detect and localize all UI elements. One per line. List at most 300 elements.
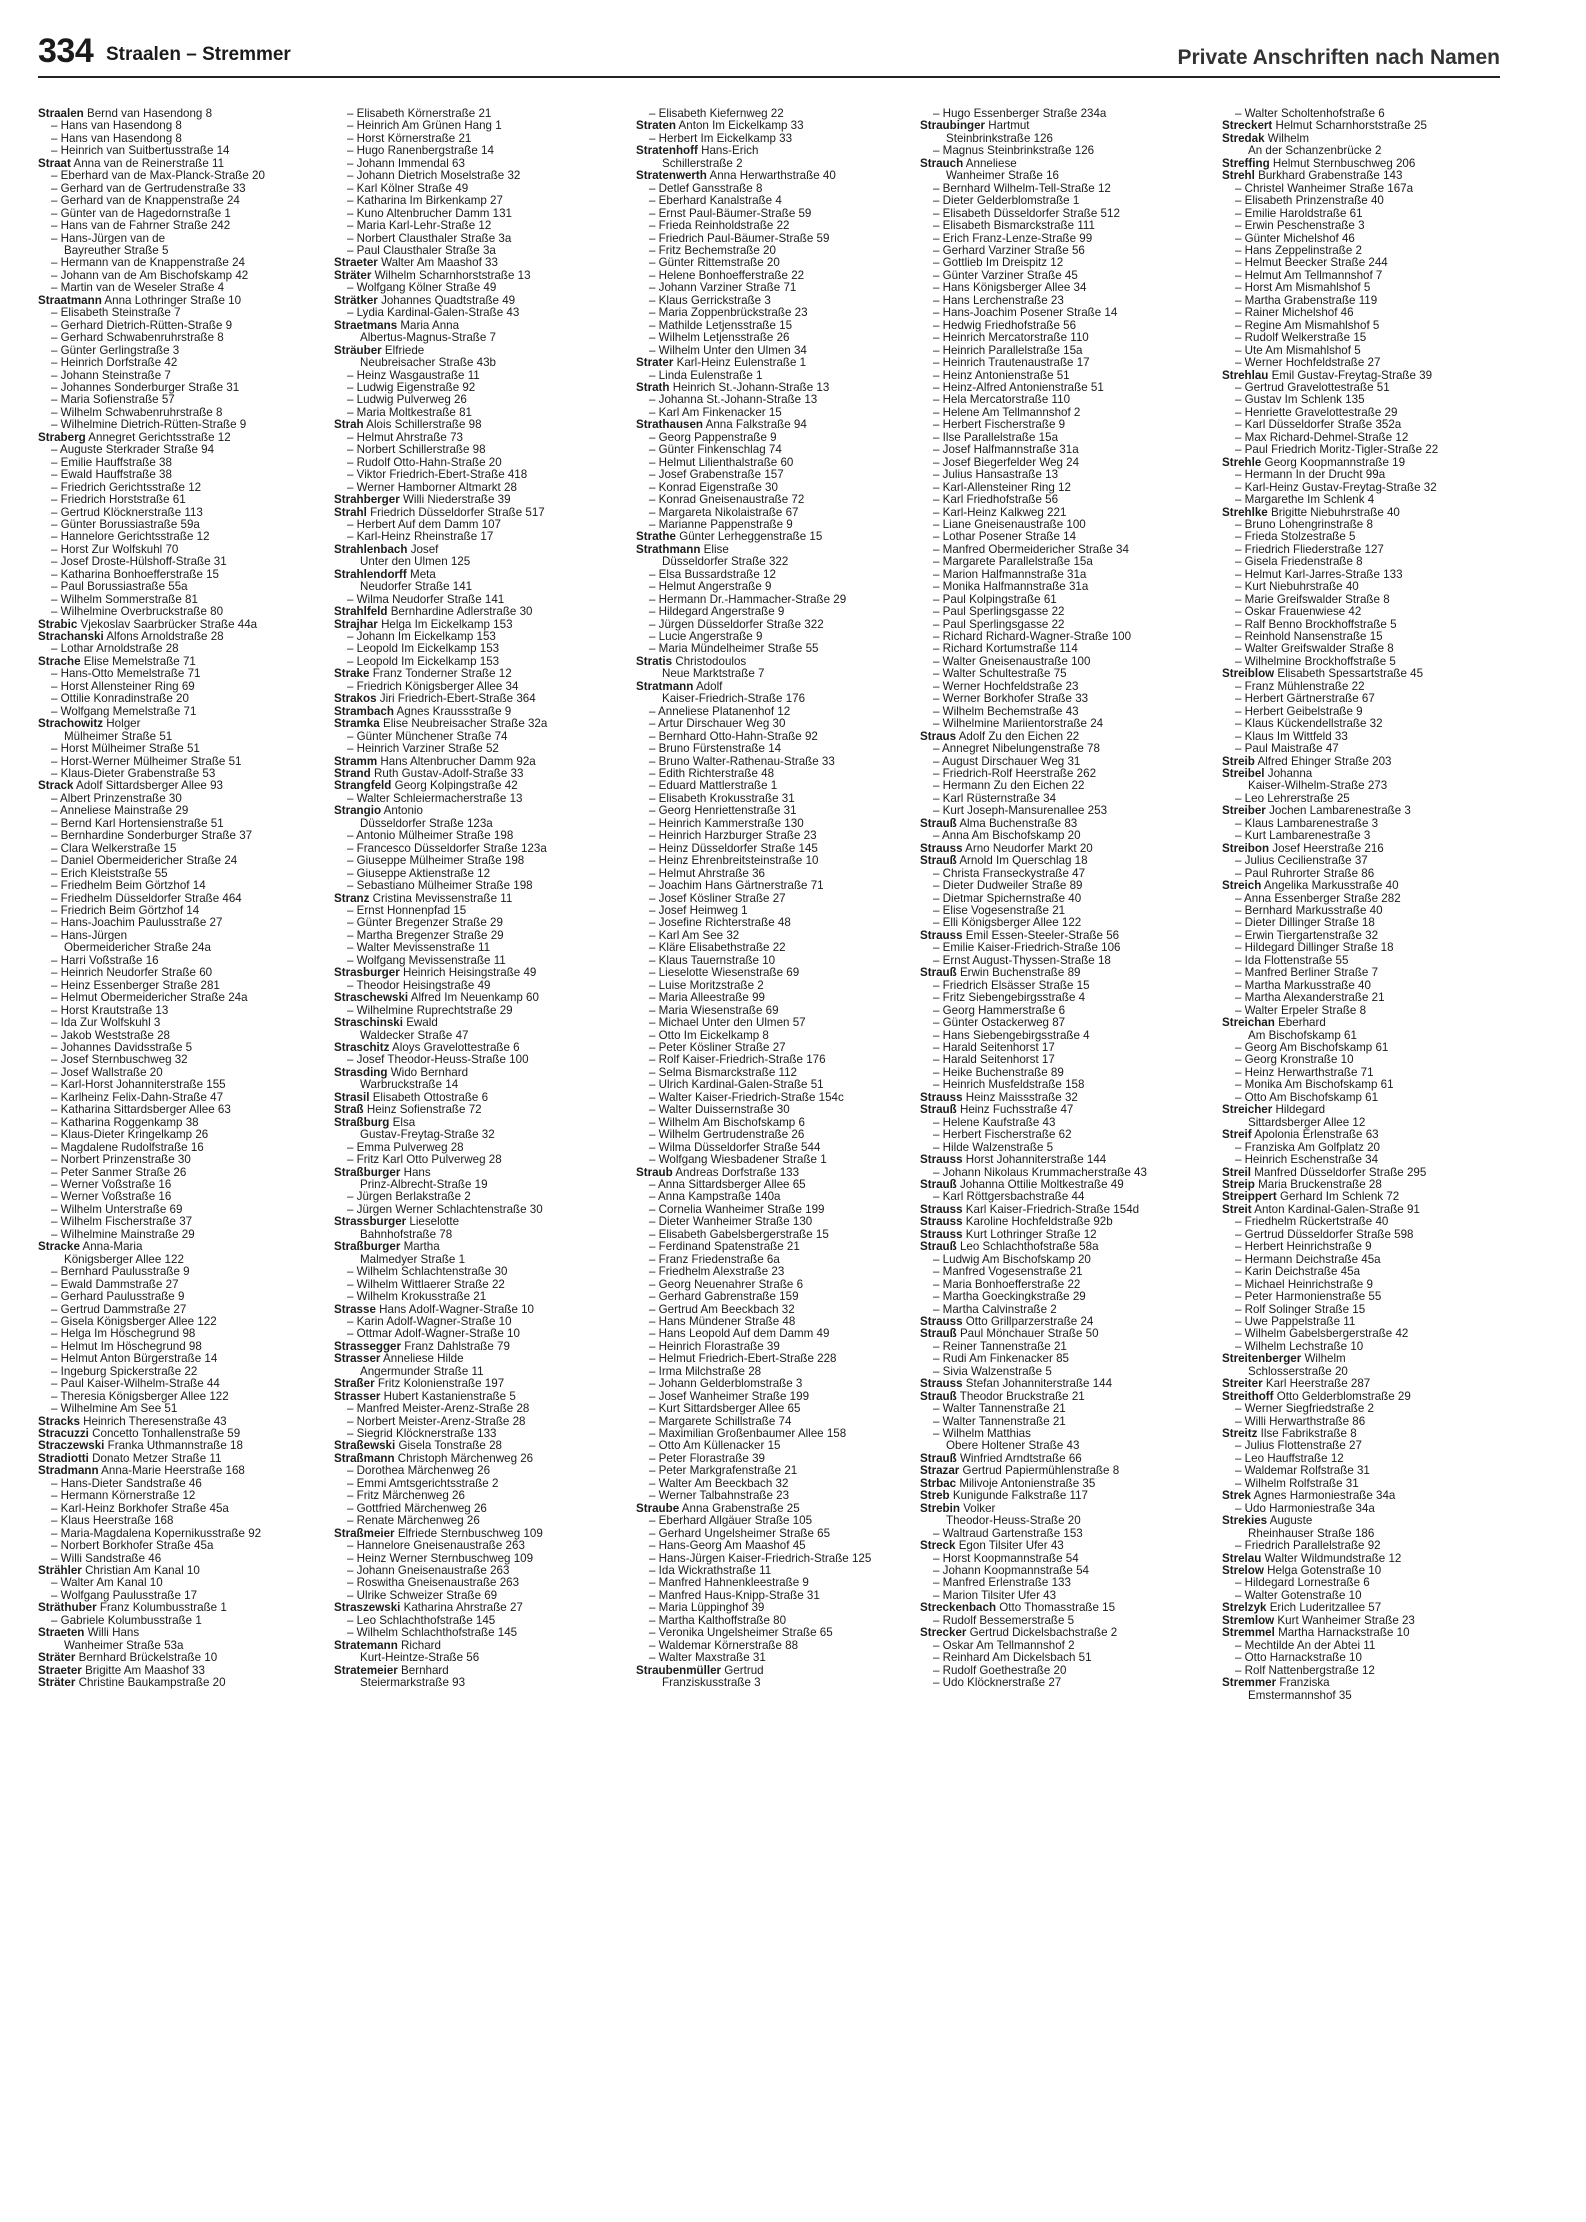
- entry-details: – Heinrich Dorfstraße 42: [51, 356, 178, 370]
- entry-details: Arno Neudorfer Markt 20: [965, 841, 1093, 855]
- entry-details: – Martha Goeckingkstraße 29: [933, 1290, 1086, 1304]
- entry-details: Gertrud Papiermühlenstraße 8: [962, 1464, 1120, 1478]
- entry-details: – Helmut Anton Bürgerstraße 14: [51, 1352, 218, 1366]
- entry-details: Christine Baukampstraße 20: [78, 1676, 226, 1690]
- entry-details: – Walter Gotenstraße 10: [1235, 1588, 1362, 1602]
- entry-details: Adolf Sittardsberger Allee 93: [76, 779, 223, 793]
- entry-surname: Strbac: [920, 1476, 957, 1490]
- entry-details: – Anna Essenberger Straße 282: [1235, 891, 1401, 905]
- entry-details: – Albert Prinzenstraße 30: [51, 791, 182, 805]
- entry-details: – Joachim Hans Gärtnerstraße 71: [649, 879, 824, 893]
- entry-details: – Elisabeth Düsseldorfer Straße 512: [933, 206, 1120, 220]
- entry-details: – Wilhelmine Mariientorstraße 24: [933, 717, 1104, 731]
- entry-surname: Streffing: [1222, 156, 1270, 170]
- entry-details: – Heinz Antonienstraße 51: [933, 368, 1070, 382]
- entry-details: – Helene Bonhoefferstraße 22: [649, 268, 805, 282]
- entry-details: – Ottilie Konradinstraße 20: [51, 692, 189, 706]
- entry-details: – Franz Friedenstraße 6a: [649, 1252, 780, 1266]
- entry-details: Anna Lothringer Straße 10: [104, 293, 242, 307]
- entry-details: – Günter Borussiastraße 59a: [51, 517, 200, 531]
- entry-details: – Werner Hochfeldstraße 23: [933, 679, 1079, 693]
- entry-surname: Stratemann: [334, 1638, 398, 1652]
- entry-details: – Daniel Obermeidericher Straße 24: [51, 854, 238, 868]
- entry-surname: Strasse: [334, 1302, 376, 1316]
- entry-details: – Peter Florastraße 39: [649, 1451, 765, 1465]
- entry-details: – Wilhelm Schwabenruhrstraße 8: [51, 405, 223, 419]
- entry-details: Franz Dahlstraße 79: [404, 1339, 510, 1353]
- entry-details: – Karl-Heinz Kalkweg 221: [933, 505, 1067, 519]
- entry-details: – Walter Scholtenhofstraße 6: [1235, 107, 1385, 120]
- entry-details: Franziskusstraße 3: [662, 1676, 761, 1690]
- entry-details: Waldecker Straße 47: [360, 1028, 469, 1042]
- entry-details: – Karlheinz Felix-Dahn-Straße 47: [51, 1090, 224, 1104]
- entry-details: – Erich Franz-Lenze-Straße 99: [933, 231, 1093, 245]
- entry-details: – Rainer Michelshof 46: [1235, 306, 1354, 320]
- entry-details: Otto Thomasstraße 15: [999, 1601, 1116, 1615]
- entry-details: Alfred Im Neuenkamp 60: [410, 991, 539, 1005]
- entry-surname: Strelzyk: [1222, 1601, 1267, 1615]
- entry-details: – Ulrike Schweizer Straße 69: [347, 1588, 498, 1602]
- entry-details: – Rolf Nattenbergstraße 12: [1235, 1663, 1375, 1677]
- entry-details: Martha: [403, 1240, 440, 1254]
- entry-details: Manfred Düsseldorfer Straße 295: [1254, 1165, 1427, 1179]
- entry-surname: Straßburger: [334, 1240, 401, 1254]
- entry-details: Kaiser-Wilhelm-Straße 273: [1248, 779, 1388, 793]
- entry-details: Gertrud: [724, 1663, 764, 1677]
- entry-surname: Streil: [1222, 1165, 1251, 1179]
- entry-details: – Martha Calvinstraße 2: [933, 1302, 1057, 1316]
- entry-details: – Wilhelm Bechemstraße 43: [933, 704, 1079, 718]
- entry-details: – Giuseppe Aktienstraße 12: [347, 866, 491, 880]
- entry-details: – Udo Klöcknerstraße 27: [933, 1676, 1062, 1690]
- entry-details: – Wilhelm Krokusstraße 21: [347, 1290, 487, 1304]
- entry-details: – Elsa Bussardstraße 12: [649, 567, 776, 581]
- entry-details: – Günter Finkenschlag 74: [649, 443, 782, 457]
- entry-surname: Strauß: [920, 816, 957, 830]
- entry-details: – Klaus Heerstraße 168: [51, 1514, 174, 1528]
- entry-surname: Straub: [636, 1165, 673, 1179]
- entry-details: – Norbert Borkhofer Straße 45a: [51, 1539, 214, 1553]
- entry-details: – Walter Mevissenstraße 11: [347, 941, 491, 955]
- entry-details: Emstermannshof 35: [1248, 1688, 1352, 1702]
- entry-surname: Straszewski: [334, 1601, 401, 1615]
- entry-details: – Helmut Obermeidericher Straße 24a: [51, 991, 248, 1005]
- entry-details: Burkhard Grabenstraße 143: [1258, 169, 1403, 183]
- entry-details: Meta: [410, 567, 436, 581]
- entry-details: – Marie Greifswalder Straße 8: [1235, 592, 1390, 606]
- entry-details: Ewald: [406, 1016, 438, 1030]
- entry-details: – Margarete Parallelstraße 15a: [933, 555, 1093, 569]
- entry-details: – Hans-Jürgen: [51, 928, 128, 942]
- entry-details: Stefan Johanniterstraße 144: [965, 1377, 1113, 1391]
- entry-details: – Georg Kronstraße 10: [1235, 1053, 1354, 1067]
- entry-details: – Otto Im Eickelkamp 8: [649, 1028, 769, 1042]
- entry-details: – Hans-Joachim Paulusstraße 27: [51, 916, 223, 930]
- entry-details: – Horst Am Mismahlshof 5: [1235, 281, 1371, 295]
- entry-details: – Karl-Heinz Gustav-Freytag-Straße 32: [1235, 480, 1437, 494]
- entry-details: – Karl Am Finkenacker 15: [649, 405, 782, 419]
- entry-details: – Maria Sofienstraße 57: [51, 393, 175, 407]
- entry-details: – Hans van de Fahrner Straße 242: [51, 219, 231, 233]
- entry-details: – Bruno Fürstenstraße 14: [649, 742, 782, 756]
- entry-details: – Hans Leopold Auf dem Damm 49: [649, 1327, 830, 1341]
- entry-details: – Wilhelm Fischerstraße 37: [51, 1215, 193, 1229]
- entry-details: – Kurt Sittardsberger Allee 65: [649, 1402, 801, 1416]
- entry-details: – Jürgen Düsseldorfer Straße 322: [649, 617, 824, 631]
- entry-surname: Strähler: [38, 1564, 82, 1578]
- entry-details: – Elisabeth Körnerstraße 21: [347, 107, 492, 120]
- entry-details: – Martha Alexanderstraße 21: [1235, 991, 1385, 1005]
- entry-details: – Martha Kalthoffstraße 80: [649, 1613, 787, 1627]
- entry-surname: Strath: [636, 380, 670, 394]
- entry-surname: Straten: [636, 119, 676, 133]
- entry-details: – Waltraud Gartenstraße 153: [933, 1526, 1083, 1540]
- entry-surname: Stredak: [1222, 131, 1265, 145]
- entry-details: – Manfred Haus-Knipp-Straße 31: [649, 1588, 820, 1602]
- entry-details: – Francesco Düsseldorfer Straße 123a: [347, 841, 547, 855]
- entry-details: – Wilhelmine Am See 51: [51, 1402, 178, 1416]
- entry-details: Wilhelm Scharnhorststraße 13: [374, 268, 531, 282]
- entry-surname: Strauß: [920, 1177, 957, 1191]
- entry-details: – Peter Markgrafenstraße 21: [649, 1464, 798, 1478]
- entry-details: Kurt Lothringer Straße 12: [965, 1227, 1097, 1241]
- entry-details: – Walter Kaiser-Friedrich-Straße 154c: [649, 1090, 844, 1104]
- entry-details: Maria Anna: [400, 318, 460, 332]
- entry-details: Helmut Scharnhorststraße 25: [1275, 119, 1427, 133]
- entry-surname: Strauß: [920, 854, 957, 868]
- entry-details: – Wilma Neudorfer Straße 141: [347, 592, 505, 606]
- entry-surname: Strasding: [334, 1065, 388, 1079]
- entry-surname: Sträter: [334, 268, 372, 282]
- entry-details: – Martha Bregenzer Straße 29: [347, 928, 504, 942]
- entry-details: Obermeidericher Straße 24a: [64, 941, 211, 955]
- entry-details: Theodor-Heuss-Straße 20: [946, 1514, 1081, 1528]
- directory-entry: [920, 1677, 1218, 1689]
- entry-details: – Günter Münchener Straße 74: [347, 729, 508, 743]
- entry-details: – Johann Gneisenaustraße 263: [347, 1564, 510, 1578]
- entry-details: – Karl Kölner Straße 49: [347, 181, 469, 195]
- entry-details: – Johannes Sonderburger Straße 31: [51, 380, 240, 394]
- entry-surname: Streiblow: [1222, 667, 1275, 681]
- entry-details: – Martha Markusstraße 40: [1235, 978, 1371, 992]
- entry-details: – Horst Mülheimer Straße 51: [51, 742, 200, 756]
- entry-surname: Strache: [38, 654, 81, 668]
- entry-details: – Werner Hochfeldstraße 27: [1235, 356, 1381, 370]
- entry-surname: Sträter: [38, 1676, 76, 1690]
- entry-details: – Christel Wanheimer Straße 167a: [1235, 181, 1414, 195]
- entry-surname: Strauß: [920, 966, 957, 980]
- entry-details: – Hermann In der Drucht 99a: [1235, 468, 1386, 482]
- entry-details: – Hugo Ranenbergstraße 14: [347, 144, 494, 158]
- entry-details: – Margarete Schillstraße 74: [649, 1414, 792, 1428]
- entry-details: – Sebastiano Mülheimer Straße 198: [347, 879, 533, 893]
- entry-surname: Streibel: [1222, 767, 1265, 781]
- entry-details: – Walter Duissernstraße 30: [649, 1103, 790, 1117]
- entry-details: – Walter Am Beeckbach 32: [649, 1476, 789, 1490]
- entry-surname: Stracks: [38, 1414, 80, 1428]
- entry-details: – Manfred Erlenstraße 133: [933, 1576, 1071, 1590]
- entry-surname: Strangfeld: [334, 779, 392, 793]
- entry-details: – Maria Karl-Lehr-Straße 12: [347, 219, 492, 233]
- entry-details: – Günter Michelshof 46: [1235, 231, 1355, 245]
- entry-surname: Streitz: [1222, 1427, 1258, 1441]
- entry-details: Hans Adolf-Wagner-Straße 10: [379, 1302, 535, 1316]
- entry-details: – Wilhelm Schlachtenstraße 30: [347, 1265, 508, 1279]
- entry-details: – Kurt Joseph-Mansurenallee 253: [933, 804, 1108, 818]
- entry-details: – Michael Unter den Ulmen 57: [649, 1016, 806, 1030]
- entry-details: – Renate Märchenweg 26: [347, 1514, 480, 1528]
- section-title: Private Anschriften nach Namen: [1177, 46, 1500, 69]
- entry-details: Auguste: [1269, 1514, 1313, 1528]
- entry-details: – Elisabeth Krokusstraße 31: [649, 791, 795, 805]
- entry-details: – Edith Richterstraße 48: [649, 767, 775, 781]
- entry-details: Alfons Arnoldstraße 28: [106, 630, 224, 644]
- entry-details: Georg Koopmannstraße 19: [1264, 455, 1406, 469]
- entry-surname: Strauss: [920, 928, 963, 942]
- entry-details: Anna-Marie Heerstraße 168: [101, 1464, 245, 1478]
- entry-details: – Maria Alleestraße 99: [649, 991, 765, 1005]
- entry-surname: Strassburger: [334, 1215, 407, 1229]
- entry-details: – Hildegard Lornestraße 6: [1235, 1576, 1370, 1590]
- entry-details: – Herbert Geibelstraße 9: [1235, 704, 1363, 718]
- entry-details: – Helene Kaufstraße 43: [933, 1115, 1056, 1129]
- entry-surname: Strasburger: [334, 966, 400, 980]
- entry-details: Kunigunde Falkstraße 117: [952, 1489, 1089, 1503]
- entry-details: Wanheimer Straße 16: [946, 169, 1059, 183]
- entry-details: – Julius Cecilienstraße 37: [1235, 854, 1368, 868]
- entry-details: Lieselotte: [409, 1215, 460, 1229]
- entry-details: – Ernst Honnenpfad 15: [347, 904, 467, 917]
- entry-details: – Klaus Lambarenestraße 3: [1235, 816, 1379, 830]
- entry-details: – Gertrud Am Beeckbach 32: [649, 1302, 795, 1316]
- entry-details: – Karl Friedhofstraße 56: [933, 493, 1059, 507]
- entry-details: – Margareta Nikolaistraße 67: [649, 505, 799, 519]
- entry-details: – Friedrich Fliederstraße 127: [1235, 542, 1384, 556]
- entry-details: – August Dirschauer Weg 31: [933, 754, 1081, 768]
- entry-surname: Strambach: [334, 704, 394, 718]
- entry-details: Hartmut: [988, 119, 1030, 133]
- entry-surname: Straalen: [38, 107, 84, 120]
- entry-surname: Sträthuber: [38, 1601, 97, 1615]
- entry-surname: Streck: [920, 1539, 956, 1553]
- entry-details: – Theodor Heisingstraße 49: [347, 978, 491, 992]
- entry-details: – Josef Halfmannstraße 31a: [933, 443, 1079, 457]
- entry-details: – Elisabeth Gabelsbergerstraße 15: [649, 1227, 829, 1241]
- entry-details: Holger: [106, 717, 141, 731]
- entry-details: – Klaus Im Wittfeld 33: [1235, 729, 1348, 743]
- entry-details: – Harald Seitenhorst 17: [933, 1053, 1055, 1067]
- entry-details: – Paul Kaiser-Wilhelm-Straße 44: [51, 1377, 220, 1391]
- entry-details: Warbruckstraße 14: [360, 1078, 459, 1092]
- entry-surname: Straßmann: [334, 1451, 395, 1465]
- entry-details: – Wilhelm Lechstraße 10: [1235, 1339, 1364, 1353]
- entry-details: Gisela Tonstraße 28: [398, 1439, 502, 1453]
- entry-details: Alois Schillerstraße 98: [366, 418, 482, 432]
- entry-details: – Hans Siebengebirgsstraße 4: [933, 1028, 1090, 1042]
- entry-details: Adolf Zu den Eichen 22: [958, 729, 1080, 743]
- entry-details: – Maria Moltkestraße 81: [347, 405, 473, 419]
- entry-details: – Ulrich Kardinal-Galen-Straße 51: [649, 1078, 824, 1092]
- entry-details: – Magdalene Rudolfstraße 16: [51, 1140, 204, 1154]
- entry-details: Johanna Ottilie Moltkestraße 49: [959, 1177, 1124, 1191]
- entry-details: Brigitte Am Maashof 33: [85, 1663, 205, 1677]
- entry-details: – Paul Sperlingsgasse 22: [933, 617, 1065, 631]
- entry-details: – Ernst Paul-Bäumer-Straße 59: [649, 206, 812, 220]
- entry-details: – Heike Buchenstraße 89: [933, 1065, 1064, 1079]
- entry-details: Eberhard: [1278, 1016, 1326, 1030]
- entry-details: Elise Neubreisacher Straße 32a: [383, 717, 548, 731]
- entry-surname: Strehlke: [1222, 505, 1268, 519]
- entry-details: – Hugo Essenberger Straße 234a: [933, 107, 1107, 120]
- entry-details: – Leo Schlachthofstraße 145: [347, 1613, 496, 1627]
- entry-details: – Hermann Deichstraße 45a: [1235, 1252, 1381, 1266]
- entry-details: Elise: [703, 542, 729, 556]
- entry-details: – Horst Allensteiner Ring 69: [51, 679, 195, 693]
- entry-details: – Henriette Gravelottestraße 29: [1235, 405, 1398, 419]
- entry-surname: Stratenhoff: [636, 144, 698, 158]
- entry-details: – Bernhard Otto-Hahn-Straße 92: [649, 729, 818, 743]
- entry-details: – Willi Herwarthstraße 86: [1235, 1414, 1366, 1428]
- entry-details: – Emilie Hauffstraße 38: [51, 455, 172, 469]
- entry-surname: Sträuber: [334, 343, 382, 357]
- entry-details: – Helmut Lilienthalstraße 60: [649, 455, 794, 469]
- entry-details: – Johann Steinstraße 7: [51, 368, 171, 382]
- entry-details: – Walter Schultestraße 75: [933, 667, 1067, 681]
- entry-surname: Streckert: [1222, 119, 1273, 133]
- entry-details: – Heinrich Musfeldstraße 158: [933, 1078, 1085, 1092]
- entry-details: – Lothar Arnoldstraße 28: [51, 642, 179, 656]
- entry-details: Bahnhofstraße 78: [360, 1227, 453, 1241]
- entry-surname: Strah: [334, 418, 364, 432]
- directory-entry: [1222, 1690, 1520, 1702]
- entry-details: – Friedrich Königsberger Allee 34: [347, 679, 519, 693]
- entry-details: Vjekoslav Saarbrücker Straße 44a: [80, 617, 258, 631]
- entry-surname: Strauss: [920, 1090, 963, 1104]
- entry-details: Heinrich Theresenstraße 43: [83, 1414, 227, 1428]
- entry-details: – Emilie Haroldstraße 61: [1235, 206, 1363, 220]
- entry-details: – Klaus-Dieter Kringelkamp 26: [51, 1128, 209, 1142]
- entry-surname: Strauss: [920, 1215, 963, 1229]
- entry-details: Franka Uthmannstraße 18: [107, 1439, 243, 1453]
- entry-details: – Heinz Werner Sternbuschweg 109: [347, 1551, 534, 1565]
- entry-details: – Emma Pulverweg 28: [347, 1140, 464, 1154]
- entry-details: Theodor Bruckstraße 21: [959, 1389, 1085, 1403]
- entry-details: – Lydia Kardinal-Galen-Straße 43: [347, 306, 520, 320]
- entry-surname: Straeter: [334, 256, 378, 270]
- entry-details: Erich Luderitzallee 57: [1269, 1601, 1382, 1615]
- entry-details: – Friedhelm Rückertstraße 40: [1235, 1215, 1389, 1229]
- entry-surname: Straschitz: [334, 1040, 390, 1054]
- entry-details: – Lothar Posener Straße 14: [933, 530, 1077, 544]
- entry-details: – Hans van Hasendong 8: [51, 131, 182, 145]
- entry-details: – Herbert Gärtnerstraße 67: [1235, 692, 1375, 706]
- entry-details: – Herbert Im Eickelkamp 33: [649, 131, 793, 145]
- entry-details: – Frieda Reinholdstraße 22: [649, 219, 790, 233]
- entry-details: – Oskar Frauenwiese 42: [1235, 605, 1362, 619]
- entry-details: Heinz Sofienstraße 72: [366, 1103, 482, 1117]
- entry-details: – Gottlieb Im Dreispitz 12: [933, 256, 1064, 270]
- entry-surname: Strauss: [920, 1314, 963, 1328]
- entry-details: – Rolf Solinger Straße 15: [1235, 1302, 1366, 1316]
- entry-surname: Streitenberger: [1222, 1352, 1302, 1366]
- entry-surname: Straberg: [38, 430, 86, 444]
- entry-details: – Bruno Walter-Rathenau-Straße 33: [649, 754, 835, 768]
- entry-details: – Detlef Gansstraße 8: [649, 181, 763, 195]
- entry-details: – Maria Lüppinghof 39: [649, 1601, 765, 1615]
- entry-details: – Fritz Märchenweg 26: [347, 1489, 465, 1503]
- entry-details: – Otto Am Bischofskamp 61: [1235, 1090, 1379, 1104]
- entry-details: Willi Niederstraße 39: [402, 493, 511, 507]
- entry-details: – Manfred Meister-Arenz-Straße 28: [347, 1402, 530, 1416]
- entry-details: – Erwin Tiergartenstraße 32: [1235, 928, 1379, 942]
- entry-details: – Bruno Lohengrinstraße 8: [1235, 517, 1373, 531]
- entry-details: Prinz-Albrecht-Straße 19: [360, 1177, 488, 1191]
- entry-details: – Friedrich Gerichtsstraße 12: [51, 480, 202, 494]
- entry-details: – Klaus Tauernstraße 10: [649, 953, 776, 967]
- entry-details: – Veronika Ungelsheimer Straße 65: [649, 1626, 833, 1640]
- entry-details: – Konrad Gneisenaustraße 72: [649, 493, 805, 507]
- entry-details: – Friedrich Horststraße 61: [51, 493, 186, 507]
- entry-details: – Günter Bregenzer Straße 29: [347, 916, 503, 930]
- entry-details: – Gisela Königsberger Allee 122: [51, 1314, 217, 1328]
- entry-surname: Stratemeier: [334, 1663, 398, 1677]
- entry-details: – Horst Körnerstraße 21: [347, 131, 472, 145]
- entry-details: Franz Tonderner Straße 12: [372, 667, 512, 681]
- entry-details: – Ingeburg Spickerstraße 22: [51, 1364, 198, 1378]
- directory-column-4: [920, 108, 1218, 1690]
- entry-details: Concetto Tonhallenstraße 59: [92, 1427, 241, 1441]
- entry-details: Kurt Wanheimer Straße 23: [1277, 1613, 1415, 1627]
- entry-details: – Wolfgang Kölner Straße 49: [347, 281, 497, 295]
- entry-details: – Regine Am Mismahlshof 5: [1235, 318, 1380, 332]
- entry-details: – Hermann van de Knappenstraße 24: [51, 256, 245, 270]
- entry-details: – Gottfried Märchenweg 26: [347, 1501, 487, 1515]
- entry-details: – Walter Schleiermacherstraße 13: [347, 791, 523, 805]
- entry-surname: Straß: [334, 1103, 364, 1117]
- entry-details: – Heinrich Harzburger Straße 23: [649, 829, 817, 843]
- entry-details: Karl Kaiser-Friedrich-Straße 154d: [965, 1202, 1140, 1216]
- entry-details: – Josef Biegerfelder Weg 24: [933, 455, 1080, 469]
- entry-details: Unter den Ulmen 125: [360, 555, 471, 569]
- entry-details: Johanna: [1267, 767, 1313, 781]
- entry-details: – Heinz Herwarthstraße 71: [1235, 1065, 1374, 1079]
- entry-details: – Walter Tannenstraße 21: [933, 1402, 1066, 1416]
- entry-details: – Bernhard Paulusstraße 9: [51, 1265, 190, 1279]
- entry-details: Wanheimer Straße 53a: [64, 1638, 184, 1652]
- entry-details: Richard: [401, 1638, 441, 1652]
- entry-surname: Strehlau: [1222, 368, 1269, 382]
- entry-details: – Josefine Richterstraße 48: [649, 916, 791, 930]
- entry-details: Heinrich St.-Johann-Straße 13: [672, 380, 830, 394]
- entry-surname: Strathe: [636, 530, 676, 544]
- entry-details: – Marion Halfmannstraße 31a: [933, 567, 1087, 581]
- entry-details: – Friedrich-Rolf Heerstraße 262: [933, 767, 1097, 781]
- entry-details: – Katharina Roggenkamp 38: [51, 1115, 199, 1129]
- entry-details: – Ida Wickrathstraße 11: [649, 1564, 772, 1578]
- entry-surname: Strater: [636, 356, 674, 370]
- entry-surname: Straatmann: [38, 293, 102, 307]
- entry-surname: Stracuzzi: [38, 1427, 89, 1441]
- entry-details: – Helmut Ahrstraße 36: [649, 866, 765, 880]
- entry-surname: Straßmeier: [334, 1526, 395, 1540]
- entry-surname: Straat: [38, 156, 71, 170]
- entry-surname: Stratis: [636, 654, 673, 668]
- entry-surname: Streit: [1222, 1202, 1252, 1216]
- entry-surname: Streithoff: [1222, 1389, 1274, 1403]
- entry-surname: Straßburg: [334, 1115, 390, 1129]
- entry-details: – Werner Siegfriedstraße 2: [1235, 1402, 1374, 1416]
- entry-details: – Bernhard Wilhelm-Tell-Straße 12: [933, 181, 1111, 195]
